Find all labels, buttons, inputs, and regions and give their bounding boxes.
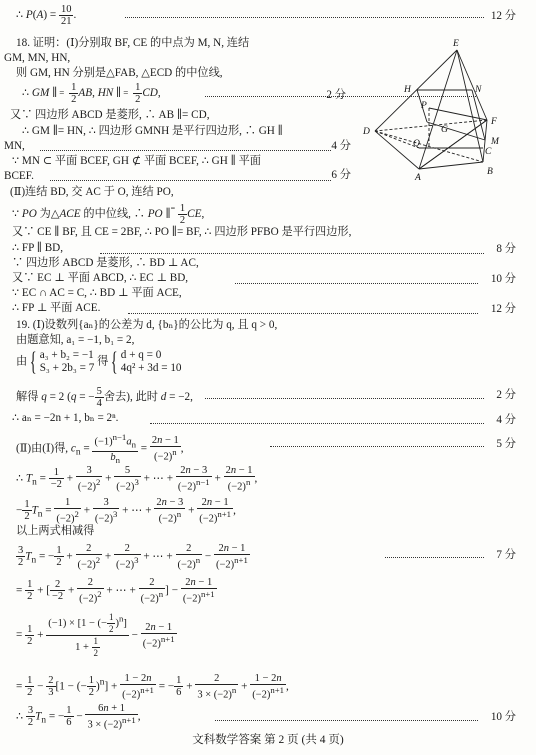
line-24: (Ⅱ)由(Ⅰ)得, $c_n$ = $\frac{(-1)^{n-1}a_n}{b_n}$ = $\frac{2n - 1}{(-2)^n}$ , [16,432,184,465]
text-you: 由 [16,355,28,368]
label-C: C [485,147,492,157]
dot-leader [128,313,478,314]
dot-leader [40,150,331,151]
line-11: (Ⅱ)连结 BD, 交 AC 于 O, 连结 PO, [10,186,174,198]
edge-EC [457,50,483,162]
dot-leader [150,423,484,424]
score-10: 6 分 [331,169,351,181]
edge-GM [427,122,485,140]
dot-leader [385,557,484,558]
score-32: 10 分 [490,711,516,723]
score-16: 10 分 [490,273,516,285]
label-B: B [487,167,493,177]
score-28: 7 分 [496,549,516,561]
problem-19-intro: 19. (Ⅰ)设数列{aₙ}的公差为 d, {bₙ}的公比为 q, 且 q > 0, [16,319,278,331]
text-de: 得 [97,355,109,368]
label-F: F [491,117,497,127]
geometry-figure [357,36,519,186]
line-22: 解得 q = 2 (q = − $\frac{5}{4}$ 舍去), 此时 d = −2, [16,386,193,409]
dot-leader [205,398,484,399]
label-E: E [453,39,459,49]
page-footer: 文科数学答案 第 2 页 (共 4 页) [192,734,344,746]
edge-EF [457,50,487,120]
line-18: ∴ FP ⊥ 平面 ACE. [12,302,101,314]
line-15: ∵ 四边形 ABCD 是菱形, ∴ BD ⊥ AC, [12,257,199,269]
line-32: ∴ $\frac{3}{2}$ $T_n$ = − $\frac{1}{6}$ − $\frac{6n + 1}{3 \times (-2)^{n+1}}$ , [16,703,141,731]
label-G: G [441,125,448,135]
line-23: ∴ aₙ = −2n + 1, bₙ = 2ⁿ. [12,412,119,424]
edge-FD [375,120,487,131]
line-8: MN, [4,140,25,152]
score-23: 4 分 [496,414,516,426]
dot-leader [125,17,484,18]
line-28: $\frac{3}{2}$ $T_n$ = − $\frac{1}{2}$ + $\frac{2}{(-2)^2}$ + $\frac{2}{(-2)^3}$ + ⋯ + $\frac{2}{(-2)^n}$ − $\frac{2n - 1}{(-2)^{n+1}}$ [18,543,248,571]
dot-leader [270,446,484,447]
edge-ED [375,50,457,131]
eq-4: 4q² + 3d = 10 [120,362,182,374]
line-12: ∵ PO 为△ACE 的中位线, ∴ PO ∥= $\frac{1}{2}$ CE, [12,202,205,226]
dot-leader [100,253,484,254]
label-M: M [491,137,499,147]
line-30: = $\frac{1}{2}$ + (−1) × [1 − (− $\frac{1}{2}$ )$^n$] 1 + $\frac{1}{2}$ − $\frac{2n - 1}{(-2)^{n+1}}$ [16,612,175,658]
score-14: 8 分 [496,243,516,255]
label-Q: Q [413,139,420,149]
label-N: N [475,85,482,95]
score-18: 12 分 [490,303,516,315]
eq-2: S₃ + 2b₃ = 7 [39,362,95,374]
score-24: 5 分 [496,438,516,450]
problem-18-intro: 18. 证明：(Ⅰ)分别取 BF, CE 的中点为 M, N, 连结 [16,37,250,49]
edge-NM [472,90,485,140]
line-27: 以上两式相减得 [16,525,95,537]
edge-DA [375,131,419,169]
label-H: H [404,85,411,95]
dot-leader [235,283,478,284]
line-3: GM, MN, HN, [4,52,71,64]
line-17: ∵ EC ∩ AC = C, ∴ BD ⊥ 平面 ACE, [12,287,182,299]
label-A: A [415,173,421,183]
line-16: 又∵ EC ⊥ 平面 ABCD, ∴ EC ⊥ BD, [12,272,189,284]
score-22: 2 分 [496,389,516,401]
eq-3: d + q = 0 [120,349,162,361]
eq-1: a₃ + b₂ = −1 [39,349,94,361]
line-10: BCEF. [4,170,34,182]
line-25: ∴ $T_n$ = $\frac{1}{-2}$ + $\frac{3}{(-2)^2}$ + $\frac{5}{(-2)^3}$ + ⋯ + $\frac{2n - 3}{(-2)^{n-1}}$ + $\frac{2n - 1}{(-2)^n}$ , [16,465,258,493]
line-7: ∴ GM ∥= HN, ∴ 四边形 GMNH 是平行四边形, ∴ GH ∥ [22,125,283,137]
line-6: 又∵ 四边形 ABCD 是菱形, ∴ AB ∥= CD, [10,109,210,121]
line-14: ∴ FP ∥ BD, [12,242,64,254]
line-prob-result: ∴ P(A) = $\frac{10}{21}$ . [16,4,77,27]
line-20: 由题意知, a₁ = −1, b₁ = 2, [16,334,135,346]
line-21: 由 { a₃ + b₂ = −1 S₃ + 2b₃ = 7 得 { d + q = 0 4q² + 3d = 10 [16,347,182,376]
line-13: 又∵ CE ∥ BF, 且 CE = 2BF, ∴ PO ∥= BF, ∴ 四边形 PFBO 是平行四边形, [12,226,352,238]
line-5: ∴ GM ∥ = $\frac{1}{2}$ AB, HN ∥ = $\frac{1}{2}$ CD, [22,82,161,105]
edge-AC [419,162,483,169]
line-26: − $\frac{1}{2}$ $T_n$ = $\frac{1}{(-2)^2}$ + $\frac{3}{(-2)^3}$ + ⋯ + $\frac{2n - 3}{(-2)^n}$ + $\frac{2n - 1}{(-2)^{n+1}}$ , [16,497,236,525]
score-8: 4 分 [331,140,351,152]
dot-leader [215,720,478,721]
score-1: 12 分 [490,10,516,22]
label-D: D [363,127,370,137]
line-31: = $\frac{1}{2}$ − $\frac{2}{3}$ [1 − (− $\frac{1}{2}$ )$^n$] + $\frac{1 - 2n}{(-2)^{n+1}}$ = − $\frac{1}{6}$ + $\frac{2}{3 \times (-2)^n}$ + $\frac{1 - 2n}{(-2)^{n+1}}$ , [16,673,289,701]
dot-leader [50,180,331,181]
label-P: P [421,101,427,111]
line-4: 则 GM, HN 分别是△FAB, △ECD 的中位线, [16,67,223,79]
line-29: = $\frac{1}{2}$ + [ $\frac{2}{-2}$ + $\frac{2}{(-2)^2}$ + ⋯ + $\frac{2}{(-2)^n}$ ] − $\frac{2n - 1}{(-2)^{n+1}}$ [16,577,215,605]
score-5: 2 分 [326,89,346,101]
line-9: ∵ MN ⊂ 平面 BCEF, GH ⊄ 平面 BCEF, ∴ GH ∥ 平面 [12,155,261,167]
